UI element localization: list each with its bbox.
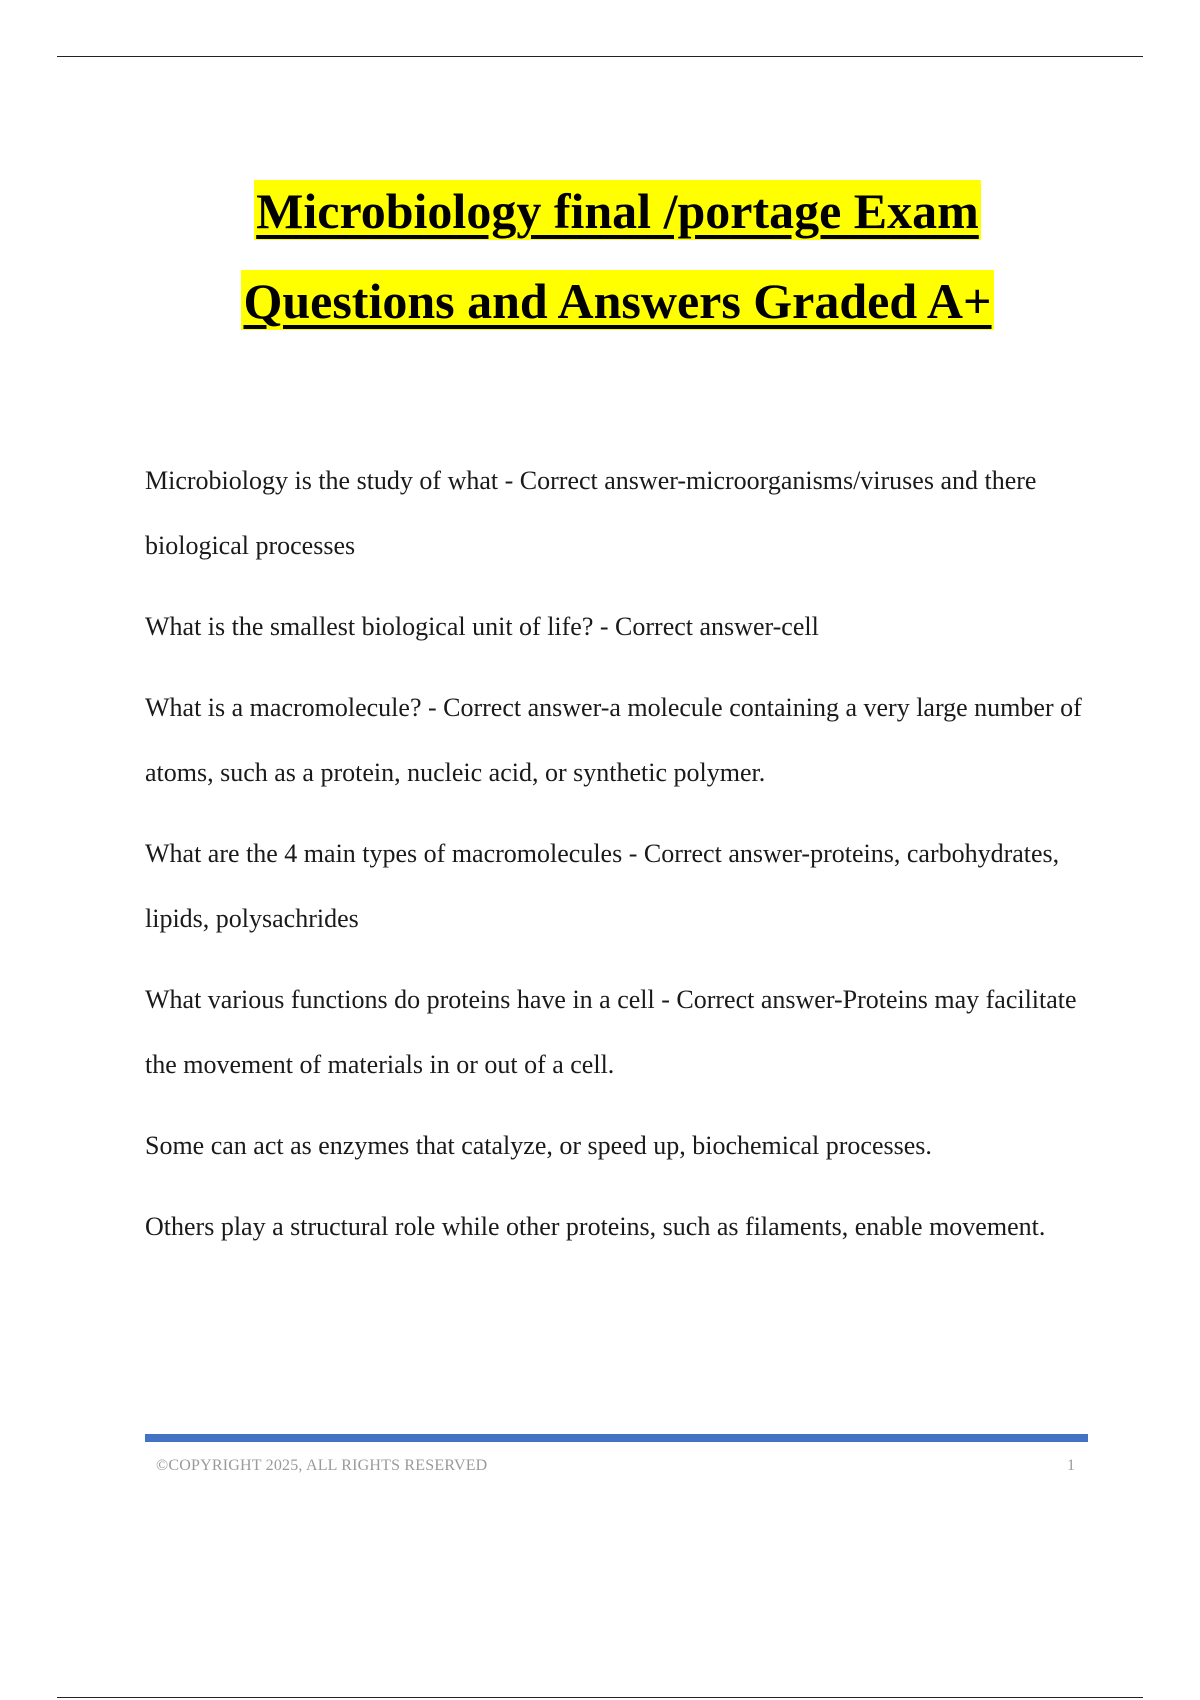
paragraph-7: Others play a structural role while other proteins, such as filaments, enable movement. <box>145 1212 1046 1241</box>
title-line-2: Questions and Answers Graded A+ <box>241 270 993 330</box>
bottom-rule <box>57 1697 1143 1698</box>
footer-page-number: 1 <box>1067 1457 1075 1474</box>
paragraph-1: Microbiology is the study of what - Correct answer-microorganisms/viruses and there biological processes <box>145 466 1037 560</box>
title-line-1: Microbiology final /portage Exam <box>254 180 981 240</box>
paragraph-2: What is the smallest biological unit of life? - Correct answer-cell <box>145 612 819 641</box>
paragraph-3: What is a macromolecule? - Correct answer-a molecule containing a very large number of atoms, such as a protein, nucleic acid, or synthetic polymer. <box>145 693 1082 787</box>
footer-copyright: ©COPYRIGHT 2025, ALL RIGHTS RESERVED <box>156 1457 488 1474</box>
footer-divider-bar <box>145 1434 1088 1442</box>
paragraph-4: What are the 4 main types of macromolecules - Correct answer-proteins, carbohydrates, lipids, polysachrides <box>145 839 1060 933</box>
paragraph-6: Some can act as enzymes that catalyze, or speed up, biochemical processes. <box>145 1131 932 1160</box>
document-body <box>145 448 1095 1275</box>
top-rule <box>57 56 1143 57</box>
paragraph-5: What various functions do proteins have in a cell - Correct answer-Proteins may facilitate the movement of materials in or out of a cell. <box>145 985 1077 1079</box>
document-title <box>0 180 1200 330</box>
